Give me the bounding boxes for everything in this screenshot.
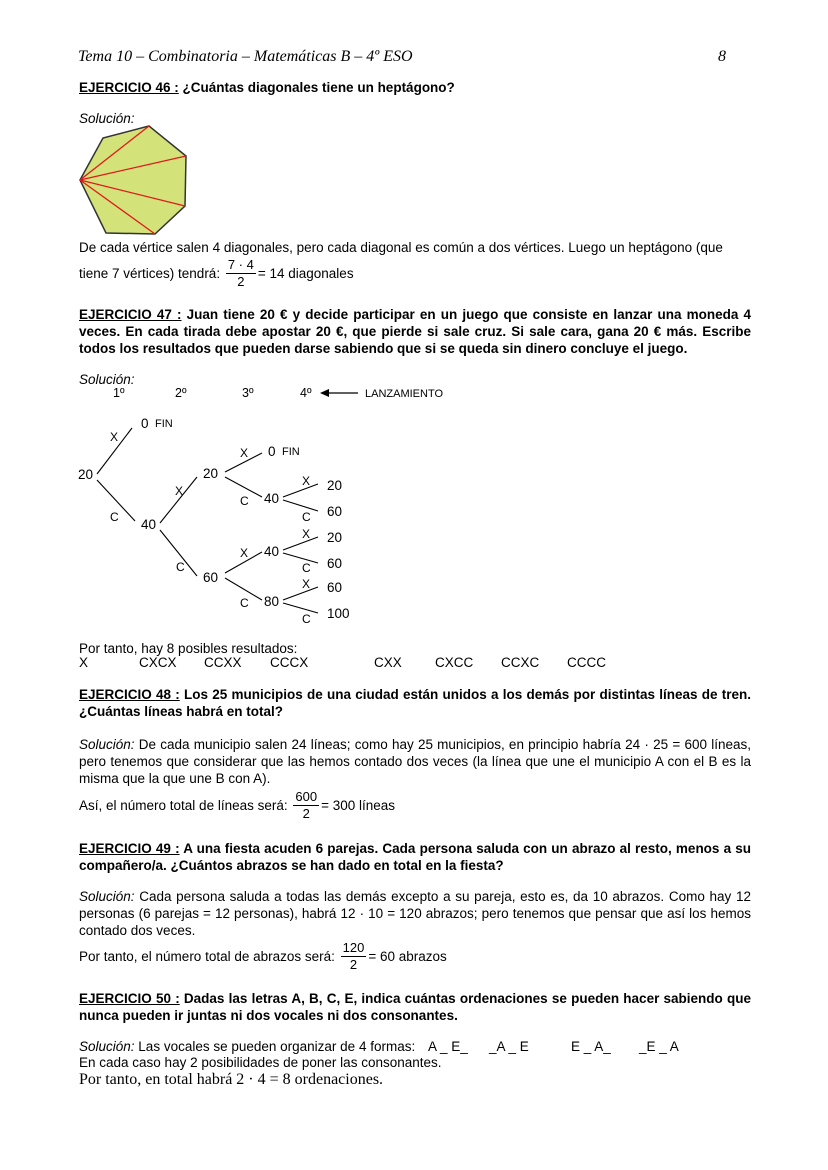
tree-label-c: C (302, 510, 311, 524)
vowel-form: _A _ E (489, 1039, 529, 1054)
tree-label-x: X (302, 577, 311, 591)
fraction: $\frac{120}{2}$ (342, 939, 365, 972)
tree-node-40: 40 (264, 491, 280, 506)
tree-label-c: C (240, 494, 249, 508)
result-item: CXCC (435, 655, 474, 670)
tree-label-x: X (175, 484, 184, 498)
result-item: CCXC (501, 655, 540, 670)
exercise-label: EJERCICIO 49 : (79, 841, 180, 856)
tree-label-x: X (110, 430, 119, 444)
tree-node-0: 0 (268, 444, 276, 459)
exercise-label: EJERCICIO 47 : (79, 307, 182, 322)
exercise-label: EJERCICIO 50 : (79, 991, 180, 1006)
ex46-text: De cada vértice salen 4 diagonales, pero cada diagonal es común a dos vértices. Luego un heptágono (que (79, 240, 723, 255)
result-item: CCCX (270, 655, 309, 670)
tree-leaf: 60 (327, 556, 343, 571)
solution-label: Solución: (79, 889, 135, 904)
exercise-question: Juan tiene 20 € y decide participar en un juego que consiste en lanzar una moneda 4 veces. En cada tirada debe apostar 20 €, que pierde si sale cruz. Si sale cara, gana 20 € más. Escribe todos los resultados que pueden darse sabiendo que si se queda sin dinero concluye el juego. (79, 307, 751, 356)
exercise-50-heading (79, 990, 751, 1024)
result-item: CXCX (139, 655, 177, 670)
results-list (0, 655, 828, 673)
tree-label-x: X (302, 527, 311, 541)
tree-node-60: 60 (203, 570, 219, 585)
ex48-text2: Así, el número total de líneas será: (79, 797, 288, 813)
tree-node-fin: FIN (282, 446, 300, 458)
fraction: $\frac{7 \cdot 4}{2}$ (227, 256, 254, 289)
level-1: 1º (113, 386, 125, 400)
ex49-result: = 60 abrazos (368, 948, 447, 964)
fraction: $\frac{600}{2}$ (295, 788, 318, 821)
level-2: 2º (175, 386, 187, 400)
exercise-question: ¿Cuántas diagonales tiene un heptágono? (178, 80, 455, 95)
ex50-conclusion: Por tanto, en total habrá 2 · 4 = 8 ordenaciones. (79, 1071, 384, 1088)
tree-node-0: 0 (141, 416, 149, 431)
exercise-question: A una fiesta acuden 6 parejas. Cada persona saluda con un abrazo al resto, menos a su compañero/a. ¿Cuántos abrazos se han dado en total en la fiesta? (79, 841, 751, 873)
exercise-label: EJERCICIO 46 : (79, 80, 179, 95)
tree-node-40: 40 (264, 544, 280, 559)
result-item: CCXX (204, 655, 242, 670)
ex48-result: = 300 líneas (321, 797, 396, 813)
lanzamiento-label: LANZAMIENTO (365, 388, 444, 400)
level-3: 3º (242, 386, 254, 400)
tree-node-fin: FIN (155, 418, 173, 430)
tree-node-80: 80 (264, 594, 280, 609)
tree-node-20: 20 (203, 466, 219, 481)
vowel-form: A _ E_ (428, 1039, 468, 1054)
solution-label: Solución: (79, 111, 135, 126)
ex48-text: De cada municipio salen 24 líneas; como hay 25 municipios, en principio habría 24 · 25 = 600 líneas, pero tenemos que considerar que las hemos contado dos veces (la línea que une el municipio A con el B es la misma que la que une B con A). (79, 737, 751, 786)
exercise-question: Los 25 municipios de una ciudad están unidos a los demás por distintas líneas de tren. ¿Cuántas líneas habrá en total? (79, 687, 751, 719)
ex48-solution (79, 736, 751, 787)
tree-label-c: C (176, 560, 185, 574)
tree-label-c: C (240, 596, 249, 610)
tree-node-root: 20 (78, 467, 94, 482)
solution-label: Solución: (79, 737, 135, 752)
ex49-formula (79, 938, 751, 974)
tree-label-c: C (302, 561, 311, 575)
page-header-title: Tema 10 – Combinatoria – Matemáticas B – 4º ESO (78, 48, 413, 65)
tree-leaf: 60 (327, 580, 343, 595)
tree-label-c: C (110, 510, 119, 524)
exercise-49-heading (79, 840, 751, 874)
ex46-text2: tiene 7 vértices) tendrá: (79, 265, 221, 281)
solution-label: Solución: (79, 1039, 135, 1054)
ex48-formula (79, 787, 751, 823)
tree-leaf: 20 (327, 530, 343, 545)
tree-label-x: X (240, 446, 249, 460)
exercise-question: Dadas las letras A, B, C, E, indica cuántas ordenaciones se pueden hacer sabiendo que nunca pueden ir juntas ni dos vocales ni dos consonantes. (79, 991, 752, 1023)
ex49-text: Cada persona saluda a todas las demás excepto a su pareja, esto es, da 10 abrazos. Como hay 12 personas (6 parejas = 12 personas), habrá 12 · 10 = 120 abrazos; pero tenemos que pensar que así los hemos contado dos veces. (79, 889, 751, 938)
level-4: 4º (300, 386, 312, 400)
ex50-text: Las vocales se pueden organizar de 4 formas: (134, 1039, 416, 1054)
result-item: X (79, 655, 89, 670)
ex47-conclusion: Por tanto, hay 8 posibles resultados: (79, 641, 298, 656)
page-number: 8 (718, 48, 726, 65)
ex50-text2: En cada caso hay 2 posibilidades de poner las consonantes. (79, 1055, 442, 1070)
tree-label-x: X (302, 474, 311, 488)
tree-leaf: 100 (327, 606, 350, 621)
tree-leaf: 20 (327, 478, 343, 493)
tree-node-40: 40 (141, 517, 157, 532)
ex46-result: = 14 diagonales (257, 265, 354, 281)
exercise-48-heading (79, 686, 751, 720)
ex49-text2: Por tanto, el número total de abrazos será: (79, 948, 335, 964)
ex49-solution (79, 888, 751, 939)
tree-leaf: 60 (327, 504, 343, 519)
tree-label-c: C (302, 612, 311, 626)
solution-label: Solución: (79, 372, 135, 387)
vowel-form: _E _ A (639, 1039, 679, 1054)
vowel-form: E _ A_ (571, 1039, 611, 1054)
exercise-label: EJERCICIO 48 : (79, 687, 180, 702)
result-item: CCCC (567, 655, 606, 670)
tree-label-x: X (240, 546, 249, 560)
result-item: CXX (374, 655, 402, 670)
